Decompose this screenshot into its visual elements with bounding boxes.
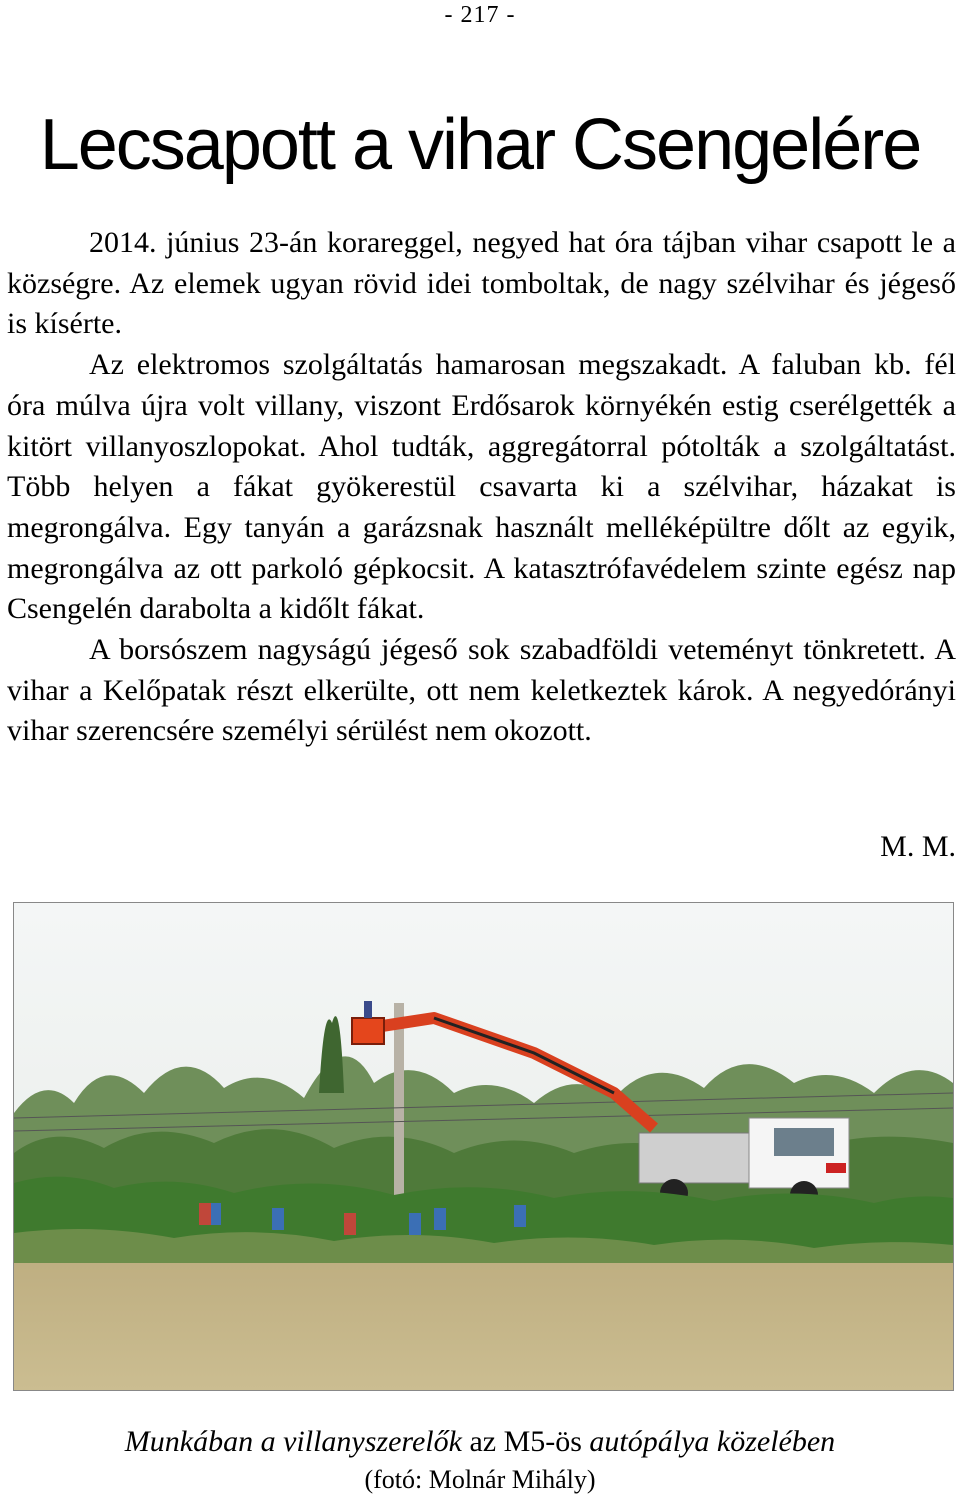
caption-part-2: az M5-ös <box>461 1425 590 1458</box>
paragraph-2: Az elektromos szolgáltatás hamarosan megszakadt. A faluban kb. fél óra múlva újra volt villany, viszont Erdősarok környékén estig cserélgették a kitört villanyoszlopokat. Ahol tudták, aggregátorral pótolták a szolgáltatást. Több helyen a fákat gyökerestül csavarta ki a szélvihar, házakat is megrongálva. Egy tanyán a garázsnak használt melléképültre dőlt az egyik, megrongálva az ott parkoló gépkocsit. A katasztrófavédelem szinte egész nap Csengelén darabolta a kidőlt fákat. <box>7 348 956 626</box>
article-title: Lecsapott a vihar Csengelére <box>39 105 921 185</box>
paragraph-3: A borsószem nagyságú jégeső sok szabadföldi veteményt tönkretett. A vihar a Kelőpatak részt elkerülte, ott nem keletkeztek károk. A negyedórányi vihar szerencsére személyi sérülést nem okozott. <box>7 633 956 748</box>
paragraph-1: 2014. június 23-án korareggel, negyed hat óra tájban vihar csapott le a községre. Az elemek ugyan rövid idei tomboltak, de nagy szélvihar és jégeső is kísérte. <box>7 226 956 341</box>
photo-illustration <box>14 903 953 1390</box>
article-photo <box>13 902 954 1391</box>
article-body <box>7 223 956 752</box>
author-signature: M. M. <box>880 830 956 863</box>
caption-part-1: Munkában a villanyszerelők <box>124 1425 462 1458</box>
photo-caption <box>0 1425 960 1459</box>
page-number: - 217 - <box>444 2 516 28</box>
caption-part-3: autópálya közelében <box>589 1425 836 1458</box>
photo-credit: (fotó: Molnár Mihály) <box>364 1465 596 1494</box>
